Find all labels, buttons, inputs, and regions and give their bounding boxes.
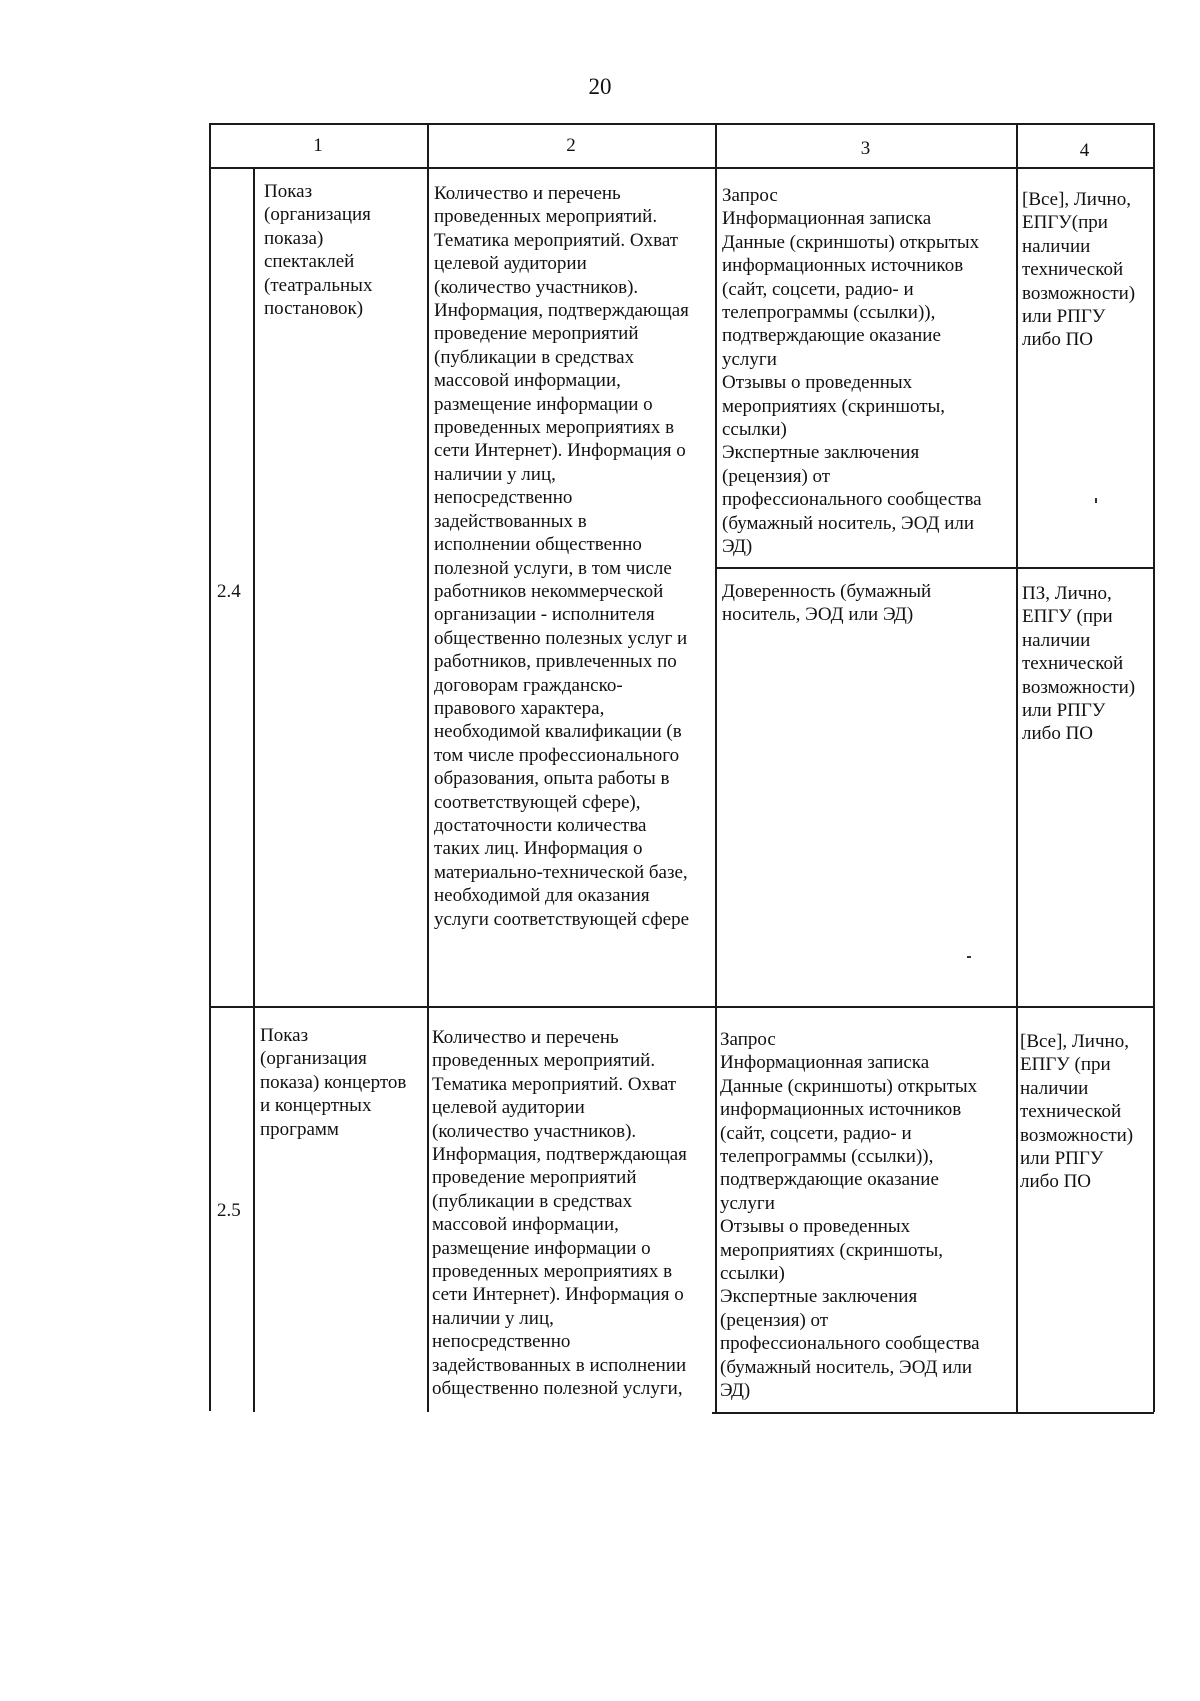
- header-bottom-border: [209, 167, 1154, 169]
- page-number: 20: [588, 74, 612, 99]
- row-2-4-documents-2: Доверенность (бумажный носитель, ЭОД или ЭД): [722, 581, 932, 626]
- table-left-border: [209, 123, 211, 1411]
- header-col-2: 2: [566, 135, 576, 156]
- row-number-2-5: 2.5: [217, 1200, 241, 1221]
- header-col-1: 1: [313, 135, 323, 156]
- column-1-2-border: [427, 123, 429, 1412]
- row-2-4-content: Количество и перечень проведенных мероприятий. Тематика мероприятий. Охват целевой аудитории (количество участников). Информация, подтверждающая проведение мероприятий (публикации в средствах массовой информации, размещение информации о проведенных мероприятиях в сети Интернет). Информация о наличии у лиц, непосредственно задействованных в исполнении общественно полезной услуги, в том числе работников некоммерческой организации - исполнителя общественно полезных услуг и работников, привлеченных по договорам гражданско- правового характера, необходимой квалификации (в том числе профессионального образования, опыта работы в соответствующей сфере), достаточности количества таких лиц. Информация о материально-технической базе, необходимой для оказания услуги соответствующей сфере: [434, 183, 690, 930]
- row-2-4-submission-2: ПЗ, Лично, ЕПГУ (при наличии технической возможности) или РПГУ либо ПО: [1022, 583, 1136, 745]
- header-col-3: 3: [860, 138, 871, 159]
- scan-speck: [967, 956, 971, 958]
- column-3-4-border: [1016, 123, 1018, 1412]
- row-2-5-service: Показ (организация показа) концертов и концертных программ: [260, 1025, 407, 1140]
- row-2-4-submission-1: [Все], Лично, ЕПГУ(при наличии технической возможности) или РПГУ либо ПО: [1022, 189, 1136, 351]
- scan-speck: [1095, 498, 1097, 503]
- number-column-border: [253, 167, 255, 1412]
- row-2-5-documents-1: Запрос Информационная записка Данные (скриншоты) открытых информационных источников (сайт, соцсети, радио- и телепрограммы (ссылки)), подтверждающие оказание услуги Отзывы о проведенных мероприятиях (скриншоты, ссылки) Экспертные заключения (рецензия) от профессионального сообщества (бумажный носитель, ЭОД или ЭД): [720, 1029, 980, 1402]
- row-2-5-content: Количество и перечень проведенных мероприятий. Тематика мероприятий. Охват целевой аудитории (количество участников). Информация, подтверждающая проведение мероприятий (публикации в средствах массовой информации, размещение информации о проведенных мероприятиях в сети Интернет). Информация о наличии у лиц, непосредственно задействованных в исполнении общественно полезной услуги,: [432, 1027, 687, 1400]
- row-2-4-documents-1: Запрос Информационная записка Данные (скриншоты) открытых информационных источников (сайт, соцсети, радио- и телепрограммы (ссылки)), подтверждающие оказание услуги Отзывы о проведенных мероприятиях (скриншоты, ссылки) Экспертные заключения (рецензия) от профессионального сообщества (бумажный носитель, ЭОД или ЭД): [722, 185, 982, 558]
- row-2-4-split-border: [715, 567, 1154, 569]
- row-2-5-cols34-bottom-border: [712, 1412, 1154, 1414]
- row-number-2-4: 2.4: [217, 581, 241, 602]
- table-top-border: [209, 123, 1154, 125]
- row-2-4-service: Показ (организация показа) спектаклей (театральных постановок): [264, 181, 373, 320]
- column-2-3-border: [715, 123, 717, 1412]
- table-right-border: [1153, 123, 1155, 1412]
- row-2-5-submission-1: [Все], Лично, ЕПГУ (при наличии технической возможности) или РПГУ либо ПО: [1020, 1031, 1134, 1193]
- header-col-4: 4: [1079, 140, 1090, 161]
- row-2-4-bottom-border: [209, 1006, 1154, 1008]
